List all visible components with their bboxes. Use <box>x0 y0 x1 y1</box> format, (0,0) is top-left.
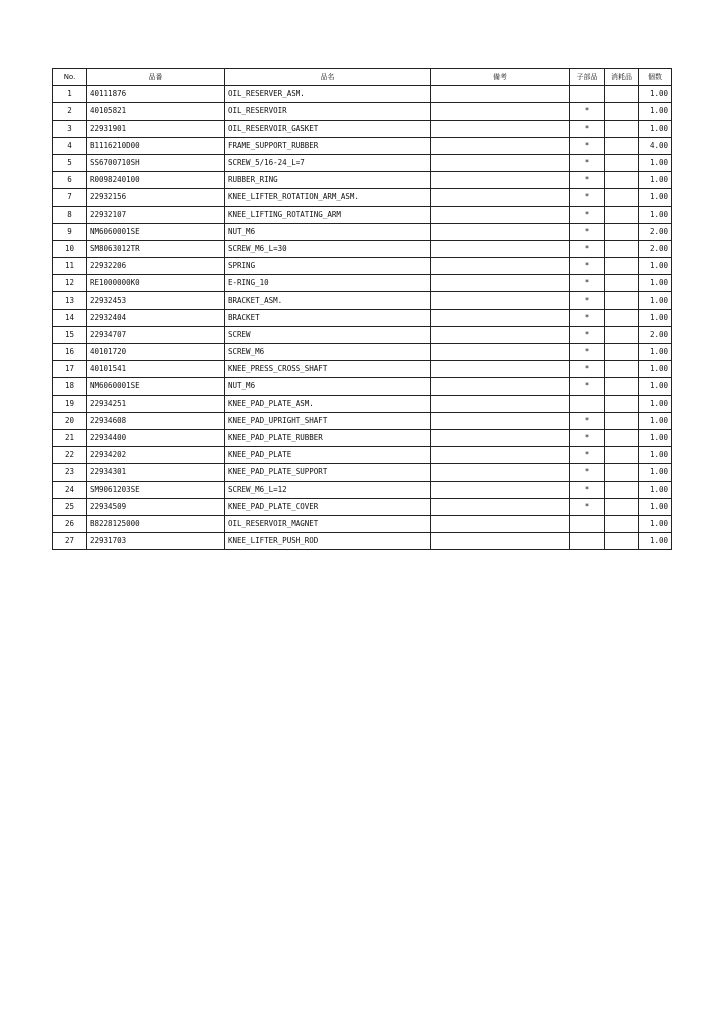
quantity-cell: 1.00 <box>639 292 672 309</box>
table-row <box>53 447 672 464</box>
row-number: 20 <box>53 412 87 429</box>
part-name-cell: OIL_RESERVER_ASM. <box>225 86 431 103</box>
row-number: 27 <box>53 533 87 550</box>
remarks-cell <box>431 189 570 206</box>
row-number: 14 <box>53 309 87 326</box>
remarks-cell <box>431 86 570 103</box>
sub-part-mark: * <box>570 412 605 429</box>
quantity-cell: 2.00 <box>639 223 672 240</box>
remarks-cell <box>431 206 570 223</box>
remarks-cell <box>431 258 570 275</box>
header-sub-part: 子部品 <box>570 69 605 86</box>
table-row <box>53 206 672 223</box>
consumable-mark <box>605 103 639 120</box>
remarks-cell <box>431 326 570 343</box>
row-number: 7 <box>53 189 87 206</box>
part-number-cell: 22934608 <box>87 412 225 429</box>
row-number: 19 <box>53 395 87 412</box>
part-number-cell: 22932156 <box>87 189 225 206</box>
sub-part-mark: * <box>570 223 605 240</box>
table-row <box>53 498 672 515</box>
row-number: 18 <box>53 378 87 395</box>
sub-part-mark: * <box>570 258 605 275</box>
header-remarks: 備考 <box>431 69 570 86</box>
consumable-mark <box>605 395 639 412</box>
table-row <box>53 515 672 532</box>
remarks-cell <box>431 292 570 309</box>
row-number: 5 <box>53 154 87 171</box>
quantity-cell: 2.00 <box>639 240 672 257</box>
table-row <box>53 533 672 550</box>
part-name-cell: NUT_M6 <box>225 378 431 395</box>
table-row <box>53 464 672 481</box>
consumable-mark <box>605 326 639 343</box>
part-name-cell: SCREW_M6_L=12 <box>225 481 431 498</box>
row-number: 3 <box>53 120 87 137</box>
sub-part-mark: * <box>570 206 605 223</box>
sub-part-mark: * <box>570 172 605 189</box>
sub-part-mark <box>570 515 605 532</box>
part-name-cell: KNEE_PAD_UPRIGHT_SHAFT <box>225 412 431 429</box>
row-number: 16 <box>53 344 87 361</box>
table-row <box>53 275 672 292</box>
row-number: 9 <box>53 223 87 240</box>
quantity-cell: 4.00 <box>639 137 672 154</box>
consumable-mark <box>605 120 639 137</box>
part-name-cell: E-RING_10 <box>225 275 431 292</box>
quantity-cell: 1.00 <box>639 395 672 412</box>
consumable-mark <box>605 86 639 103</box>
quantity-cell: 1.00 <box>639 344 672 361</box>
table-header-row <box>53 69 672 86</box>
quantity-cell: 1.00 <box>639 86 672 103</box>
sub-part-mark: * <box>570 429 605 446</box>
consumable-mark <box>605 154 639 171</box>
sub-part-mark: * <box>570 189 605 206</box>
row-number: 21 <box>53 429 87 446</box>
table-row <box>53 223 672 240</box>
part-name-cell: OIL_RESERVOIR_MAGNET <box>225 515 431 532</box>
part-number-cell: 22931703 <box>87 533 225 550</box>
table-row <box>53 395 672 412</box>
table-row <box>53 326 672 343</box>
quantity-cell: 1.00 <box>639 498 672 515</box>
row-number: 13 <box>53 292 87 309</box>
part-number-cell: 22934202 <box>87 447 225 464</box>
part-name-cell: SCREW_5/16-24_L=7 <box>225 154 431 171</box>
consumable-mark <box>605 223 639 240</box>
sub-part-mark <box>570 86 605 103</box>
remarks-cell <box>431 378 570 395</box>
quantity-cell: 1.00 <box>639 515 672 532</box>
quantity-cell: 1.00 <box>639 378 672 395</box>
row-number: 6 <box>53 172 87 189</box>
table-row <box>53 240 672 257</box>
remarks-cell <box>431 172 570 189</box>
part-number-cell: 22932453 <box>87 292 225 309</box>
remarks-cell <box>431 103 570 120</box>
consumable-mark <box>605 275 639 292</box>
row-number: 1 <box>53 86 87 103</box>
remarks-cell <box>431 447 570 464</box>
header-part-name: 品名 <box>225 69 431 86</box>
table-row <box>53 103 672 120</box>
part-number-cell: NM6060001SE <box>87 223 225 240</box>
sub-part-mark: * <box>570 120 605 137</box>
part-number-cell: SM9061203SE <box>87 481 225 498</box>
table-row <box>53 154 672 171</box>
parts-list-table <box>52 68 672 550</box>
quantity-cell: 1.00 <box>639 481 672 498</box>
consumable-mark <box>605 258 639 275</box>
consumable-mark <box>605 172 639 189</box>
quantity-cell: 1.00 <box>639 361 672 378</box>
quantity-cell: 1.00 <box>639 309 672 326</box>
remarks-cell <box>431 240 570 257</box>
part-number-cell: NM6060001SE <box>87 378 225 395</box>
table-row <box>53 412 672 429</box>
remarks-cell <box>431 223 570 240</box>
header-no: No. <box>53 69 87 86</box>
table-row <box>53 429 672 446</box>
part-name-cell: SCREW <box>225 326 431 343</box>
part-name-cell: FRAME_SUPPORT_RUBBER <box>225 137 431 154</box>
remarks-cell <box>431 429 570 446</box>
sub-part-mark: * <box>570 481 605 498</box>
consumable-mark <box>605 498 639 515</box>
part-name-cell: KNEE_LIFTER_ROTATION_ARM_ASM. <box>225 189 431 206</box>
table-row <box>53 361 672 378</box>
row-number: 12 <box>53 275 87 292</box>
table-row <box>53 481 672 498</box>
table-row <box>53 344 672 361</box>
part-name-cell: KNEE_LIFTING_ROTATING_ARM <box>225 206 431 223</box>
remarks-cell <box>431 412 570 429</box>
part-number-cell: 22934509 <box>87 498 225 515</box>
table-row <box>53 172 672 189</box>
part-name-cell: BRACKET <box>225 309 431 326</box>
consumable-mark <box>605 447 639 464</box>
quantity-cell: 2.00 <box>639 326 672 343</box>
consumable-mark <box>605 481 639 498</box>
part-name-cell: SCREW_M6_L=30 <box>225 240 431 257</box>
sub-part-mark: * <box>570 309 605 326</box>
table-row <box>53 292 672 309</box>
part-number-cell: 22934400 <box>87 429 225 446</box>
sub-part-mark: * <box>570 464 605 481</box>
consumable-mark <box>605 533 639 550</box>
quantity-cell: 1.00 <box>639 275 672 292</box>
consumable-mark <box>605 137 639 154</box>
remarks-cell <box>431 120 570 137</box>
part-name-cell: OIL_RESERVOIR <box>225 103 431 120</box>
remarks-cell <box>431 344 570 361</box>
remarks-cell <box>431 154 570 171</box>
part-number-cell: 22932107 <box>87 206 225 223</box>
quantity-cell: 1.00 <box>639 154 672 171</box>
quantity-cell: 1.00 <box>639 206 672 223</box>
part-number-cell: 22932206 <box>87 258 225 275</box>
remarks-cell <box>431 309 570 326</box>
part-number-cell: 22934707 <box>87 326 225 343</box>
header-consumable: 消耗品 <box>605 69 639 86</box>
sub-part-mark: * <box>570 361 605 378</box>
sub-part-mark: * <box>570 378 605 395</box>
consumable-mark <box>605 240 639 257</box>
quantity-cell: 1.00 <box>639 103 672 120</box>
consumable-mark <box>605 412 639 429</box>
part-name-cell: SPRING <box>225 258 431 275</box>
quantity-cell: 1.00 <box>639 412 672 429</box>
row-number: 15 <box>53 326 87 343</box>
consumable-mark <box>605 206 639 223</box>
sub-part-mark: * <box>570 154 605 171</box>
remarks-cell <box>431 481 570 498</box>
quantity-cell: 1.00 <box>639 447 672 464</box>
consumable-mark <box>605 378 639 395</box>
sub-part-mark: * <box>570 275 605 292</box>
header-part-number: 品番 <box>87 69 225 86</box>
remarks-cell <box>431 464 570 481</box>
consumable-mark <box>605 515 639 532</box>
table-row <box>53 120 672 137</box>
part-name-cell: KNEE_PAD_PLATE_RUBBER <box>225 429 431 446</box>
part-name-cell: KNEE_PRESS_CROSS_SHAFT <box>225 361 431 378</box>
sub-part-mark: * <box>570 240 605 257</box>
consumable-mark <box>605 344 639 361</box>
row-number: 26 <box>53 515 87 532</box>
consumable-mark <box>605 464 639 481</box>
table-row <box>53 86 672 103</box>
consumable-mark <box>605 189 639 206</box>
sub-part-mark: * <box>570 292 605 309</box>
part-number-cell: 40111876 <box>87 86 225 103</box>
part-name-cell: KNEE_PAD_PLATE_SUPPORT <box>225 464 431 481</box>
row-number: 8 <box>53 206 87 223</box>
part-number-cell: 22931901 <box>87 120 225 137</box>
part-number-cell: 22934251 <box>87 395 225 412</box>
remarks-cell <box>431 498 570 515</box>
part-name-cell: NUT_M6 <box>225 223 431 240</box>
part-number-cell: SS6700710SH <box>87 154 225 171</box>
remarks-cell <box>431 137 570 154</box>
row-number: 4 <box>53 137 87 154</box>
sub-part-mark: * <box>570 326 605 343</box>
consumable-mark <box>605 361 639 378</box>
row-number: 22 <box>53 447 87 464</box>
part-number-cell: RE1000000K0 <box>87 275 225 292</box>
quantity-cell: 1.00 <box>639 120 672 137</box>
remarks-cell <box>431 275 570 292</box>
consumable-mark <box>605 429 639 446</box>
part-number-cell: SM8063012TR <box>87 240 225 257</box>
part-name-cell: KNEE_PAD_PLATE_ASM. <box>225 395 431 412</box>
sub-part-mark: * <box>570 498 605 515</box>
part-number-cell: B8228125000 <box>87 515 225 532</box>
remarks-cell <box>431 361 570 378</box>
part-number-cell: B1116210D00 <box>87 137 225 154</box>
row-number: 10 <box>53 240 87 257</box>
sub-part-mark: * <box>570 103 605 120</box>
table-row <box>53 378 672 395</box>
table-row <box>53 309 672 326</box>
sub-part-mark: * <box>570 137 605 154</box>
remarks-cell <box>431 515 570 532</box>
quantity-cell: 1.00 <box>639 172 672 189</box>
consumable-mark <box>605 292 639 309</box>
part-number-cell: 22934301 <box>87 464 225 481</box>
remarks-cell <box>431 395 570 412</box>
part-number-cell: 40101720 <box>87 344 225 361</box>
row-number: 2 <box>53 103 87 120</box>
sub-part-mark <box>570 533 605 550</box>
part-number-cell: 40105821 <box>87 103 225 120</box>
sub-part-mark: * <box>570 344 605 361</box>
header-quantity: 個数 <box>639 69 672 86</box>
row-number: 23 <box>53 464 87 481</box>
part-number-cell: 22932404 <box>87 309 225 326</box>
parts-table-body <box>53 86 672 550</box>
sub-part-mark: * <box>570 447 605 464</box>
quantity-cell: 1.00 <box>639 533 672 550</box>
quantity-cell: 1.00 <box>639 258 672 275</box>
remarks-cell <box>431 533 570 550</box>
quantity-cell: 1.00 <box>639 429 672 446</box>
quantity-cell: 1.00 <box>639 464 672 481</box>
part-name-cell: BRACKET_ASM. <box>225 292 431 309</box>
table-row <box>53 137 672 154</box>
table-row <box>53 258 672 275</box>
part-name-cell: KNEE_PAD_PLATE_COVER <box>225 498 431 515</box>
part-number-cell: 40101541 <box>87 361 225 378</box>
row-number: 17 <box>53 361 87 378</box>
row-number: 25 <box>53 498 87 515</box>
row-number: 11 <box>53 258 87 275</box>
consumable-mark <box>605 309 639 326</box>
part-name-cell: RUBBER_RING <box>225 172 431 189</box>
part-name-cell: OIL_RESERVOIR_GASKET <box>225 120 431 137</box>
row-number: 24 <box>53 481 87 498</box>
part-name-cell: SCREW_M6 <box>225 344 431 361</box>
part-number-cell: R0098240100 <box>87 172 225 189</box>
table-row <box>53 189 672 206</box>
quantity-cell: 1.00 <box>639 189 672 206</box>
sub-part-mark <box>570 395 605 412</box>
part-name-cell: KNEE_LIFTER_PUSH_ROD <box>225 533 431 550</box>
part-name-cell: KNEE_PAD_PLATE <box>225 447 431 464</box>
